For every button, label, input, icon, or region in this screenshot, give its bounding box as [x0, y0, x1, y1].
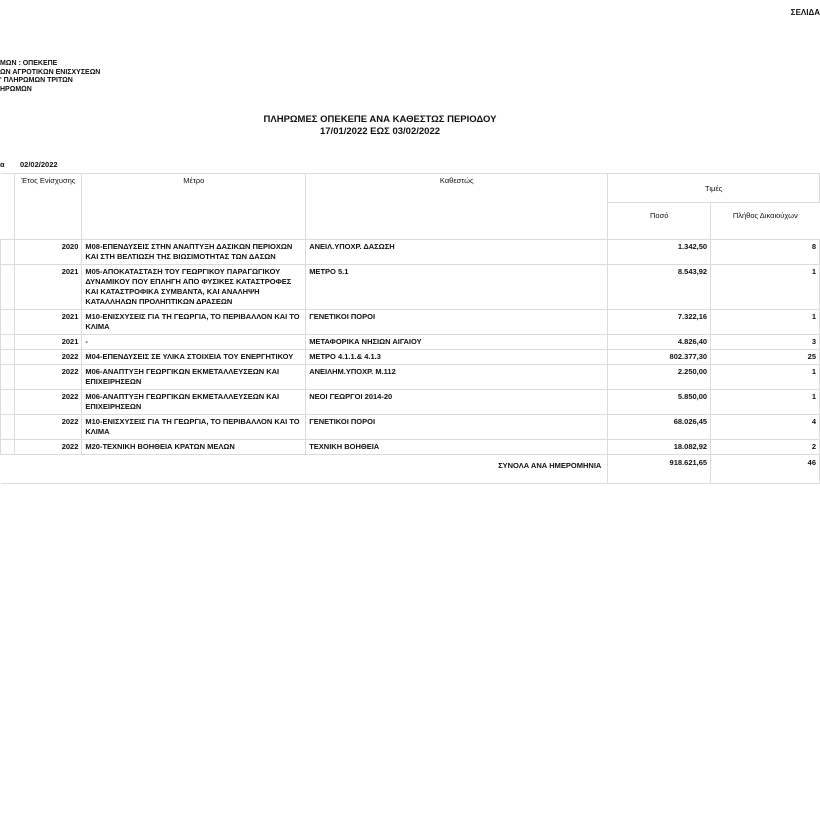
table-row — [1, 365, 820, 390]
measure-cell: - — [82, 335, 306, 350]
beneficiaries-cell: 4 — [711, 415, 820, 440]
year-cell: 2022 — [15, 350, 82, 365]
totals-row — [1, 455, 820, 484]
scheme-cell: ΑΝΕΙΛ.ΥΠΟΧΡ. ΔΑΣΩΣΗ — [306, 240, 608, 265]
table-row — [1, 335, 820, 350]
measure-cell: M08-ΕΠΕΝΔΥΣΕΙΣ ΣΤΗΝ ΑΝΑΠΤΥΞΗ ΔΑΣΙΚΩΝ ΠΕΡΙΟΧΩΝ ΚΑΙ ΣΤΗ ΒΕΛΤΙΩΣΗ ΤΗΣ ΒΙΩΣΙΜΟΤΗΤΑΣ ΤΩΝ ΔΑΣΩΝ — [82, 240, 306, 265]
date-value: 02/02/2022 — [20, 160, 58, 169]
report-title: ΠΛΗΡΩΜΕΣ ΟΠΕΚΕΠΕ ΑΝΑ ΚΑΘΕΣΤΩΣ ΠΕΡΙΟΔΟΥ — [263, 114, 497, 125]
measure-cell: M20-ΤΕΧΝΙΚΗ ΒΟΗΘΕΙΑ ΚΡΑΤΩΝ ΜΕΛΩΝ — [82, 440, 306, 455]
column-header-amount: Ποσό — [608, 203, 711, 240]
year-cell: 2022 — [15, 390, 82, 415]
measure-cell: M06-ΑΝΑΠΤΥΞΗ ΓΕΩΡΓΙΚΩΝ ΕΚΜΕΤΑΛΛΕΥΣΕΩΝ ΚΑΙ ΕΠΙΧΕΙΡΗΣΕΩΝ — [82, 390, 306, 415]
amount-cell: 802.377,30 — [608, 350, 711, 365]
column-header-beneficiaries: Πλήθος Δικαιούχων — [711, 203, 820, 240]
row-blank-cell — [1, 335, 15, 350]
scheme-cell: ΜΕΤΡΟ 4.1.1.& 4.1.3 — [306, 350, 608, 365]
beneficiaries-cell: 1 — [711, 365, 820, 390]
column-header-values: Τιμές — [608, 174, 820, 203]
year-cell: 2022 — [15, 415, 82, 440]
beneficiaries-cell: 3 — [711, 335, 820, 350]
table-row — [1, 310, 820, 335]
beneficiaries-cell: 1 — [711, 390, 820, 415]
scheme-cell: ΤΕΧΝΙΚΗ ΒΟΗΘΕΙΑ — [306, 440, 608, 455]
measure-cell: M10-ΕΝΙΣΧΥΣΕΙΣ ΓΙΑ ΤΗ ΓΕΩΡΓΙΑ, ΤΟ ΠΕΡΙΒΑΛΛΟΝ ΚΑΙ ΤΟ ΚΛΙΜΑ — [82, 310, 306, 335]
table-row — [1, 240, 820, 265]
amount-cell: 18.082,92 — [608, 440, 711, 455]
beneficiaries-cell: 8 — [711, 240, 820, 265]
totals-beneficiaries: 46 — [711, 455, 820, 484]
amount-cell: 68.026,45 — [608, 415, 711, 440]
year-cell: 2021 — [15, 310, 82, 335]
measure-cell: M10-ΕΝΙΣΧΥΣΕΙΣ ΓΙΑ ΤΗ ΓΕΩΡΓΙΑ, ΤΟ ΠΕΡΙΒΑΛΛΟΝ ΚΑΙ ΤΟ ΚΛΙΜΑ — [82, 415, 306, 440]
blank-header — [1, 174, 15, 240]
scheme-cell: ΜΕΤΡΟ 5.1 — [306, 265, 608, 310]
date-row — [0, 160, 58, 169]
year-cell: 2020 — [15, 240, 82, 265]
amount-cell: 8.543,92 — [608, 265, 711, 310]
scheme-cell: ΑΝΕΙΛΗΜ.ΥΠΟΧΡ. Μ.112 — [306, 365, 608, 390]
amount-cell: 5.850,00 — [608, 390, 711, 415]
organization-block — [0, 60, 100, 94]
column-header-year: Έτος Ενίσχυσης — [15, 174, 82, 240]
org-line: ' ΠΛΗΡΩΜΩΝ ΤΡΙΤΩΝ — [0, 77, 73, 84]
year-cell: 2022 — [15, 440, 82, 455]
org-line: ΩΝ ΑΓΡΟΤΙΚΩΝ ΕΝΙΣΧΥΣΕΩΝ — [0, 68, 101, 76]
payments-table — [0, 173, 820, 484]
totals-blank — [1, 455, 15, 484]
measure-cell: M04-ΕΠΕΝΔΥΣΕΙΣ ΣΕ ΥΛΙΚΑ ΣΤΟΙΧΕΙΑ ΤΟΥ ΕΝΕΡΓΗΤΙΚΟΥ — [82, 350, 306, 365]
beneficiaries-cell: 1 — [711, 265, 820, 310]
amount-cell: 1.342,50 — [608, 240, 711, 265]
row-blank-cell — [1, 415, 15, 440]
org-line: ΜΩΝ : ΟΠΕΚΕΠΕ — [0, 60, 58, 67]
scheme-cell: ΜΕΤΑΦΟΡΙΚΑ ΝΗΣΙΩΝ ΑΙΓΑΙΟΥ — [306, 335, 608, 350]
amount-cell: 2.250,00 — [608, 365, 711, 390]
scheme-cell: ΓΕΝΕΤΙΚΟΙ ΠΟΡΟΙ — [306, 310, 608, 335]
column-header-measure: Μέτρο — [82, 174, 306, 240]
row-blank-cell — [1, 240, 15, 265]
row-blank-cell — [1, 365, 15, 390]
page-label: ΣΕΛΙΔΑ — [790, 8, 820, 17]
year-cell: 2021 — [15, 265, 82, 310]
beneficiaries-cell: 2 — [711, 440, 820, 455]
row-blank-cell — [1, 350, 15, 365]
row-blank-cell — [1, 310, 15, 335]
table-row — [1, 415, 820, 440]
row-blank-cell — [1, 440, 15, 455]
year-cell: 2021 — [15, 335, 82, 350]
row-blank-cell — [1, 265, 15, 310]
table-row — [1, 440, 820, 455]
amount-cell: 4.826,40 — [608, 335, 711, 350]
measure-cell: M05-ΑΠΟΚΑΤΑΣΤΑΣΗ ΤΟΥ ΓΕΩΡΓΙΚΟΥ ΠΑΡΑΓΩΓΙΚΟΥ ΔΥΝΑΜΙΚΟΥ ΠΟΥ ΕΠΛΗΓΗ ΑΠΟ ΦΥΣΙΚΕΣ ΚΑΤΑΣΤΡΟΦΕΣ ΚΑΙ ΚΑΤΑΣΤΡΟΦΙΚΑ ΣΥΜΒΑΝΤΑ, ΚΑΙ ΑΝΑΛΗΨΗ ΚΑΤΑΛΛΗΛΩΝ ΠΡΟΛΗΠΤΙΚΩΝ ΔΡΑΣΕΩΝ — [82, 265, 306, 310]
table-row — [1, 390, 820, 415]
beneficiaries-cell: 25 — [711, 350, 820, 365]
year-cell: 2022 — [15, 365, 82, 390]
row-blank-cell — [1, 390, 15, 415]
scheme-cell: ΓΕΝΕΤΙΚΟΙ ΠΟΡΟΙ — [306, 415, 608, 440]
date-label: α — [0, 160, 5, 169]
totals-label: ΣΥΝΟΛΑ ΑΝΑ ΗΜΕΡΟΜΗΝΙΑ — [15, 455, 608, 484]
table-row — [1, 265, 820, 310]
org-line: ΗΡΩΜΩΝ — [0, 85, 32, 93]
column-header-scheme: Καθεστώς — [306, 174, 608, 240]
totals-amount: 918.621,65 — [608, 455, 711, 484]
amount-cell: 7.322,16 — [608, 310, 711, 335]
table-header-row — [1, 174, 820, 203]
measure-cell: M06-ΑΝΑΠΤΥΞΗ ΓΕΩΡΓΙΚΩΝ ΕΚΜΕΤΑΛΛΕΥΣΕΩΝ ΚΑΙ ΕΠΙΧΕΙΡΗΣΕΩΝ — [82, 365, 306, 390]
report-period: 17/01/2022 ΕΩΣ 03/02/2022 — [319, 126, 441, 137]
report-title-block — [180, 114, 580, 138]
scheme-cell: ΝΕΟΙ ΓΕΩΡΓΟΙ 2014-20 — [306, 390, 608, 415]
table-row — [1, 350, 820, 365]
beneficiaries-cell: 1 — [711, 310, 820, 335]
